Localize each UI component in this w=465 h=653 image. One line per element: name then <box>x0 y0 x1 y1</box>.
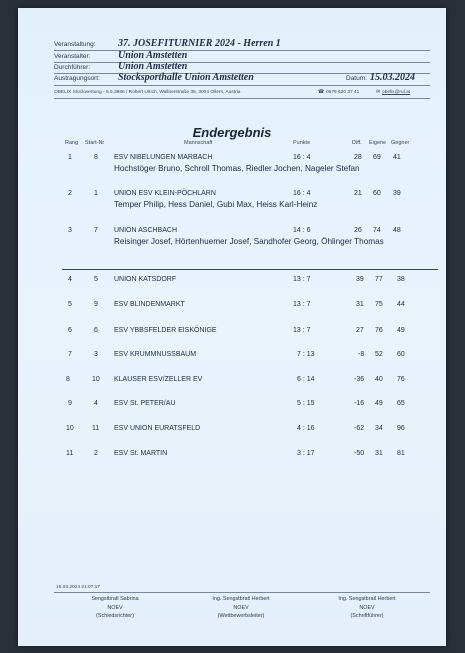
signature-name: Ing. Sengstbratl Herbert <box>338 596 396 602</box>
start-number: 5 <box>94 276 98 283</box>
points: 16 : 4 <box>293 154 311 161</box>
start-number: 2 <box>94 450 98 457</box>
opponent-score: 44 <box>397 301 405 308</box>
diff: 28 <box>354 154 362 161</box>
opponent-score: 60 <box>397 351 405 358</box>
signature-org: NOEV <box>359 604 375 611</box>
team-name: KLAUSER ESV/ZELLER EV <box>114 376 203 383</box>
rank: 5 <box>68 301 72 308</box>
diff: -16 <box>354 400 365 407</box>
venue-name: Stocksporthalle Union Amstetten <box>118 72 254 83</box>
divider <box>54 98 430 99</box>
team-name: ESV UNION EURATSFELD <box>114 425 201 432</box>
event-name: 37. JOSEFITURNIER 2024 - Herren 1 <box>118 38 281 49</box>
opponent-score: 76 <box>397 376 405 383</box>
start-number: 4 <box>94 400 98 407</box>
diff: 39 <box>356 276 364 283</box>
points: 13 : 7 <box>293 327 311 334</box>
divider <box>54 62 430 63</box>
player-list: Reisinger Josef, Hörtenhuemer Josef, Sandhofer Georg, Öhlinger Thomas <box>114 237 384 246</box>
print-timestamp: 15.03.2024 21:07:17 <box>56 585 101 590</box>
page-title: Endergebnis <box>192 125 272 140</box>
diff: 31 <box>356 301 364 308</box>
divider <box>54 50 430 51</box>
team-name: UNION ASCHBACH <box>114 227 178 234</box>
signature-role: (Schriftführer) <box>350 613 384 619</box>
own-score: 74 <box>373 227 381 234</box>
start-number: 1 <box>94 190 98 197</box>
label-datum: Datum: <box>346 75 367 82</box>
opponent-score: 81 <box>397 450 405 457</box>
points: 4 : 16 <box>297 425 315 432</box>
signature-competition-lead <box>186 595 296 621</box>
team-name: UNION KATSDORF <box>114 276 177 283</box>
points: 14 : 6 <box>293 227 311 234</box>
rank: 11 <box>66 450 74 457</box>
own-score: 34 <box>375 425 383 432</box>
start-number: 9 <box>94 301 98 308</box>
opponent-score: 38 <box>397 276 405 283</box>
own-score: 40 <box>375 376 383 383</box>
label-veranstalter: Veranstalter: <box>54 53 91 60</box>
organizer-name: Union Amstetten <box>118 50 188 61</box>
rank: 2 <box>68 190 72 197</box>
opponent-score: 39 <box>393 190 401 197</box>
rank: 9 <box>68 400 72 407</box>
col-mannschaft: Mannschaft <box>184 140 213 146</box>
own-score: 76 <box>375 327 383 334</box>
own-score: 60 <box>373 190 381 197</box>
diff: -62 <box>354 425 365 432</box>
points: 16 : 4 <box>293 190 311 197</box>
label-veranstaltung: Veranstaltung: <box>54 41 96 48</box>
signature-role: (Schiedsrichter) <box>96 613 134 619</box>
email-address: obelix@rul.at <box>382 90 411 95</box>
divider <box>54 85 430 86</box>
own-score: 49 <box>375 400 383 407</box>
team-name: ESV St. PETER/AU <box>114 400 176 407</box>
result-sheet <box>18 8 446 646</box>
opponent-score: 48 <box>393 227 401 234</box>
col-punkte: Punkte <box>293 140 311 146</box>
own-score: 75 <box>375 301 383 308</box>
team-name: ESV NIBELUNGEN MARBACH <box>114 154 213 161</box>
opponent-score: 49 <box>397 327 405 334</box>
team-name: ESV BLINDENMARKT <box>114 301 185 308</box>
points: 7 : 13 <box>297 351 315 358</box>
points: 3 : 17 <box>297 450 315 457</box>
start-number: 10 <box>92 376 100 383</box>
rank: 1 <box>68 154 72 161</box>
team-name: ESV YBBSFELDER EISKÖNIGE <box>114 327 217 334</box>
phone-number: 0676 620 37 41 <box>325 90 360 95</box>
diff: -36 <box>354 376 365 383</box>
rank: 8 <box>66 376 70 383</box>
signature-referee <box>60 595 170 621</box>
team-name: ESV KRUMMNUSSBAUM <box>114 351 197 358</box>
points: 13 : 7 <box>293 301 311 308</box>
col-diff: Diff. <box>352 140 362 146</box>
own-score: 69 <box>373 154 381 161</box>
software-info: OBELIX Stockwertung - 5.5.3986 / Robert Ulrich, Wallnerstraße 35, 3004 Ollern, Austria <box>54 90 241 95</box>
signature-role: (Wettbewerbsleiter) <box>217 613 265 619</box>
qualification-divider <box>62 269 438 270</box>
own-score: 31 <box>375 450 383 457</box>
signature-org: NOEV <box>233 604 249 611</box>
rank: 4 <box>68 276 72 283</box>
start-number: 7 <box>94 227 98 234</box>
rank: 7 <box>68 351 72 358</box>
signature-secretary <box>312 595 422 621</box>
signature-name: Sengstbratl Sabrina <box>91 596 139 602</box>
start-number: 11 <box>92 425 100 432</box>
executor-name: Union Amstetten <box>118 61 188 72</box>
own-score: 77 <box>375 276 383 283</box>
col-eigene: Eigene <box>369 140 387 146</box>
col-rang: Rang <box>65 140 79 146</box>
points: 5 : 15 <box>297 400 315 407</box>
col-gegner: Gegner <box>391 140 410 146</box>
rank: 3 <box>68 227 72 234</box>
event-date: 15.03.2024 <box>370 72 415 83</box>
start-number: 3 <box>94 351 98 358</box>
opponent-score: 65 <box>397 400 405 407</box>
diff: 27 <box>356 327 364 334</box>
opponent-score: 96 <box>397 425 405 432</box>
phone-icon: ☎ <box>318 90 324 95</box>
phone-info <box>318 90 359 95</box>
start-number: 8 <box>94 154 98 161</box>
signature-name: Ing. Sengstbratl Herbert <box>212 596 270 602</box>
rank: 10 <box>66 425 74 432</box>
opponent-score: 41 <box>393 154 401 161</box>
diff: 21 <box>354 190 362 197</box>
start-number: 6 <box>94 327 98 334</box>
diff: -50 <box>354 450 365 457</box>
signature-org: NOEV <box>107 604 123 611</box>
mail-icon: ✉ <box>376 90 381 95</box>
label-austragungsort: Austragungsort: <box>54 75 100 82</box>
player-list: Hochstöger Bruno, Schroll Thomas, Riedler Jochen, Nageler Stefan <box>114 164 360 173</box>
team-name: ESV St. MARTIN <box>114 450 168 457</box>
points: 13 : 7 <box>293 276 311 283</box>
points: 6 : 14 <box>297 376 315 383</box>
divider <box>54 592 430 593</box>
team-name: UNION ESV KLEIN-PÖCHLARN <box>114 190 216 197</box>
label-durchfuehrer: Durchführer: <box>54 64 91 71</box>
own-score: 52 <box>375 351 383 358</box>
diff: -8 <box>358 351 365 358</box>
rank: 6 <box>68 327 72 334</box>
col-start: Start-Nr <box>85 140 105 146</box>
email-info <box>376 90 410 95</box>
diff: 26 <box>354 227 362 234</box>
player-list: Temper Philip, Hess Daniel, Gubi Max, Heiss Karl-Heinz <box>114 200 318 209</box>
